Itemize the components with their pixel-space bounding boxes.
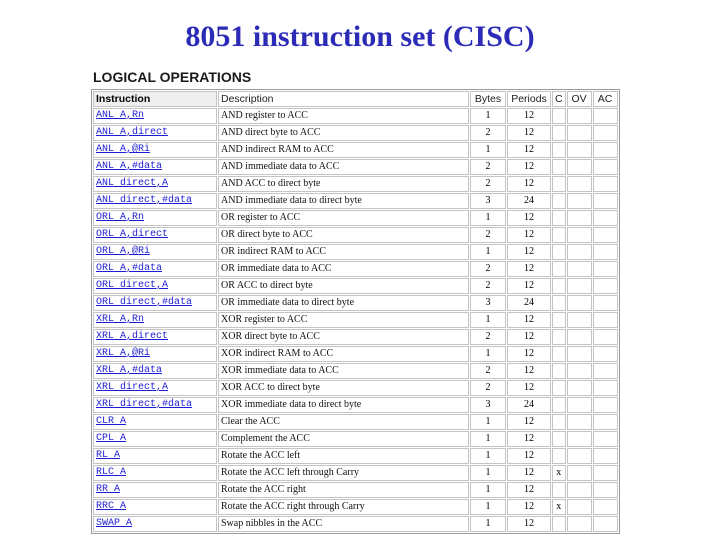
- instruction-link[interactable]: RR A: [93, 482, 217, 498]
- periods-cell: 12: [507, 244, 551, 260]
- description-cell: AND immediate data to direct byte: [218, 193, 469, 209]
- table-row: [93, 346, 618, 362]
- description-cell: XOR immediate data to ACC: [218, 363, 469, 379]
- overflow-flag-cell: [567, 363, 592, 379]
- description-cell: XOR immediate data to direct byte: [218, 397, 469, 413]
- overflow-flag-cell: [567, 227, 592, 243]
- carry-flag-cell: [552, 346, 566, 362]
- aux-carry-flag-cell: [593, 142, 618, 158]
- aux-carry-flag-cell: [593, 346, 618, 362]
- carry-flag-cell: [552, 227, 566, 243]
- carry-flag-cell: [552, 108, 566, 124]
- bytes-cell: 2: [470, 227, 506, 243]
- overflow-flag-cell: [567, 125, 592, 141]
- aux-carry-flag-cell: [593, 295, 618, 311]
- carry-flag-cell: [552, 431, 566, 447]
- overflow-flag-cell: [567, 431, 592, 447]
- periods-cell: 12: [507, 482, 551, 498]
- column-header-c: C: [552, 91, 566, 107]
- bytes-cell: 2: [470, 329, 506, 345]
- overflow-flag-cell: [567, 312, 592, 328]
- aux-carry-flag-cell: [593, 448, 618, 464]
- carry-flag-cell: [552, 295, 566, 311]
- periods-cell: 12: [507, 312, 551, 328]
- instruction-link[interactable]: RL A: [93, 448, 217, 464]
- bytes-cell: 1: [470, 465, 506, 481]
- table-row: [93, 465, 618, 481]
- bytes-cell: 1: [470, 482, 506, 498]
- overflow-flag-cell: [567, 516, 592, 532]
- carry-flag-cell: [552, 363, 566, 379]
- aux-carry-flag-cell: [593, 312, 618, 328]
- aux-carry-flag-cell: [593, 193, 618, 209]
- overflow-flag-cell: [567, 278, 592, 294]
- overflow-flag-cell: [567, 499, 592, 515]
- bytes-cell: 1: [470, 431, 506, 447]
- instruction-link[interactable]: XRL A,direct: [93, 329, 217, 345]
- instruction-link[interactable]: ORL direct,A: [93, 278, 217, 294]
- description-cell: OR immediate data to direct byte: [218, 295, 469, 311]
- description-cell: Rotate the ACC left through Carry: [218, 465, 469, 481]
- table-row: [93, 312, 618, 328]
- description-cell: Rotate the ACC left: [218, 448, 469, 464]
- overflow-flag-cell: [567, 414, 592, 430]
- carry-flag-cell: [552, 159, 566, 175]
- periods-cell: 12: [507, 431, 551, 447]
- column-header-instruction: Instruction: [93, 91, 217, 107]
- aux-carry-flag-cell: [593, 108, 618, 124]
- aux-carry-flag-cell: [593, 431, 618, 447]
- carry-flag-cell: [552, 244, 566, 260]
- instruction-link[interactable]: ANL direct,#data: [93, 193, 217, 209]
- table-row: [93, 125, 618, 141]
- bytes-cell: 3: [470, 295, 506, 311]
- description-cell: OR immediate data to ACC: [218, 261, 469, 277]
- periods-cell: 12: [507, 329, 551, 345]
- instruction-link[interactable]: ANL direct,A: [93, 176, 217, 192]
- instruction-link[interactable]: RRC A: [93, 499, 217, 515]
- bytes-cell: 1: [470, 210, 506, 226]
- overflow-flag-cell: [567, 465, 592, 481]
- table-row: [93, 516, 618, 532]
- instruction-link[interactable]: ORL A,direct: [93, 227, 217, 243]
- overflow-flag-cell: [567, 346, 592, 362]
- instruction-link[interactable]: ANL A,#data: [93, 159, 217, 175]
- bytes-cell: 1: [470, 142, 506, 158]
- aux-carry-flag-cell: [593, 159, 618, 175]
- overflow-flag-cell: [567, 108, 592, 124]
- periods-cell: 12: [507, 499, 551, 515]
- aux-carry-flag-cell: [593, 397, 618, 413]
- table-row: [93, 499, 618, 515]
- overflow-flag-cell: [567, 329, 592, 345]
- periods-cell: 24: [507, 295, 551, 311]
- carry-flag-cell: [552, 312, 566, 328]
- instruction-table: [91, 89, 620, 534]
- bytes-cell: 2: [470, 278, 506, 294]
- instruction-link[interactable]: RLC A: [93, 465, 217, 481]
- bytes-cell: 1: [470, 499, 506, 515]
- periods-cell: 24: [507, 397, 551, 413]
- instruction-link[interactable]: XRL A,@Ri: [93, 346, 217, 362]
- table-row: [93, 278, 618, 294]
- description-cell: OR direct byte to ACC: [218, 227, 469, 243]
- carry-flag-cell: [552, 142, 566, 158]
- table-row: [93, 159, 618, 175]
- column-header-ac: AC: [593, 91, 618, 107]
- instruction-link[interactable]: ANL A,Rn: [93, 108, 217, 124]
- table-row: [93, 363, 618, 379]
- periods-cell: 12: [507, 380, 551, 396]
- overflow-flag-cell: [567, 448, 592, 464]
- bytes-cell: 1: [470, 414, 506, 430]
- carry-flag-cell: [552, 329, 566, 345]
- description-cell: Clear the ACC: [218, 414, 469, 430]
- aux-carry-flag-cell: [593, 176, 618, 192]
- description-cell: XOR ACC to direct byte: [218, 380, 469, 396]
- carry-flag-cell: [552, 414, 566, 430]
- periods-cell: 12: [507, 142, 551, 158]
- periods-cell: 12: [507, 125, 551, 141]
- bytes-cell: 3: [470, 193, 506, 209]
- instruction-link[interactable]: ORL A,@Ri: [93, 244, 217, 260]
- carry-flag-cell: [552, 380, 566, 396]
- overflow-flag-cell: [567, 244, 592, 260]
- carry-flag-cell: [552, 193, 566, 209]
- overflow-flag-cell: [567, 210, 592, 226]
- periods-cell: 12: [507, 414, 551, 430]
- carry-flag-cell: [552, 278, 566, 294]
- periods-cell: 12: [507, 108, 551, 124]
- description-cell: AND register to ACC: [218, 108, 469, 124]
- overflow-flag-cell: [567, 261, 592, 277]
- periods-cell: 12: [507, 346, 551, 362]
- table-row: [93, 142, 618, 158]
- page-title: 8051 instruction set (CISC): [185, 20, 535, 53]
- periods-cell: 12: [507, 176, 551, 192]
- aux-carry-flag-cell: [593, 516, 618, 532]
- description-cell: Rotate the ACC right: [218, 482, 469, 498]
- aux-carry-flag-cell: [593, 380, 618, 396]
- carry-flag-cell: [552, 176, 566, 192]
- carry-flag-cell: [552, 125, 566, 141]
- column-header-periods: Periods: [507, 91, 551, 107]
- table-row: [93, 414, 618, 430]
- instruction-link[interactable]: XRL direct,A: [93, 380, 217, 396]
- periods-cell: 12: [507, 465, 551, 481]
- overflow-flag-cell: [567, 193, 592, 209]
- section-heading: LOGICAL OPERATIONS: [93, 69, 252, 85]
- table-header-row: [93, 91, 618, 107]
- description-cell: Swap nibbles in the ACC: [218, 516, 469, 532]
- bytes-cell: 1: [470, 516, 506, 532]
- bytes-cell: 1: [470, 346, 506, 362]
- description-cell: AND immediate data to ACC: [218, 159, 469, 175]
- bytes-cell: 3: [470, 397, 506, 413]
- periods-cell: 12: [507, 448, 551, 464]
- instruction-link[interactable]: ORL direct,#data: [93, 295, 217, 311]
- table-row: [93, 380, 618, 396]
- table-row: [93, 244, 618, 260]
- column-header-ov: OV: [567, 91, 592, 107]
- aux-carry-flag-cell: [593, 244, 618, 260]
- table-row: [93, 448, 618, 464]
- periods-cell: 12: [507, 261, 551, 277]
- instruction-link[interactable]: ANL A,@Ri: [93, 142, 217, 158]
- instruction-link[interactable]: XRL direct,#data: [93, 397, 217, 413]
- overflow-flag-cell: [567, 397, 592, 413]
- instruction-link[interactable]: XRL A,#data: [93, 363, 217, 379]
- carry-flag-cell: [552, 448, 566, 464]
- instruction-link[interactable]: CLR A: [93, 414, 217, 430]
- table-row: [93, 227, 618, 243]
- aux-carry-flag-cell: [593, 363, 618, 379]
- periods-cell: 12: [507, 159, 551, 175]
- aux-carry-flag-cell: [593, 261, 618, 277]
- table-row: [93, 295, 618, 311]
- overflow-flag-cell: [567, 159, 592, 175]
- instruction-link[interactable]: XRL A,Rn: [93, 312, 217, 328]
- table-row: [93, 329, 618, 345]
- bytes-cell: 2: [470, 261, 506, 277]
- bytes-cell: 2: [470, 159, 506, 175]
- instruction-link[interactable]: ANL A,direct: [93, 125, 217, 141]
- description-cell: Complement the ACC: [218, 431, 469, 447]
- bytes-cell: 2: [470, 380, 506, 396]
- carry-flag-cell: [552, 516, 566, 532]
- carry-flag-cell: [552, 210, 566, 226]
- periods-cell: 12: [507, 516, 551, 532]
- table-row: [93, 176, 618, 192]
- aux-carry-flag-cell: [593, 210, 618, 226]
- table-row: [93, 210, 618, 226]
- overflow-flag-cell: [567, 176, 592, 192]
- description-cell: Rotate the ACC right through Carry: [218, 499, 469, 515]
- carry-flag-cell: x: [552, 499, 566, 515]
- description-cell: XOR register to ACC: [218, 312, 469, 328]
- column-header-bytes: Bytes: [470, 91, 506, 107]
- periods-cell: 12: [507, 278, 551, 294]
- bytes-cell: 2: [470, 125, 506, 141]
- table-row: [93, 431, 618, 447]
- periods-cell: 12: [507, 210, 551, 226]
- table-row: [93, 482, 618, 498]
- carry-flag-cell: [552, 482, 566, 498]
- bytes-cell: 2: [470, 363, 506, 379]
- aux-carry-flag-cell: [593, 482, 618, 498]
- periods-cell: 12: [507, 227, 551, 243]
- table-row: [93, 193, 618, 209]
- overflow-flag-cell: [567, 380, 592, 396]
- description-cell: AND indirect RAM to ACC: [218, 142, 469, 158]
- column-header-description: Description: [218, 91, 469, 107]
- bytes-cell: 1: [470, 312, 506, 328]
- bytes-cell: 1: [470, 244, 506, 260]
- description-cell: OR indirect RAM to ACC: [218, 244, 469, 260]
- table-row: [93, 108, 618, 124]
- table-row: [93, 397, 618, 413]
- bytes-cell: 1: [470, 448, 506, 464]
- overflow-flag-cell: [567, 295, 592, 311]
- aux-carry-flag-cell: [593, 125, 618, 141]
- periods-cell: 24: [507, 193, 551, 209]
- description-cell: OR register to ACC: [218, 210, 469, 226]
- instruction-link[interactable]: CPL A: [93, 431, 217, 447]
- carry-flag-cell: [552, 261, 566, 277]
- table-row: [93, 261, 618, 277]
- aux-carry-flag-cell: [593, 465, 618, 481]
- bytes-cell: 2: [470, 176, 506, 192]
- bytes-cell: 1: [470, 108, 506, 124]
- description-cell: AND ACC to direct byte: [218, 176, 469, 192]
- overflow-flag-cell: [567, 142, 592, 158]
- instruction-link[interactable]: SWAP A: [93, 516, 217, 532]
- carry-flag-cell: x: [552, 465, 566, 481]
- aux-carry-flag-cell: [593, 414, 618, 430]
- carry-flag-cell: [552, 397, 566, 413]
- description-cell: XOR indirect RAM to ACC: [218, 346, 469, 362]
- description-cell: AND direct byte to ACC: [218, 125, 469, 141]
- description-cell: OR ACC to direct byte: [218, 278, 469, 294]
- periods-cell: 12: [507, 363, 551, 379]
- aux-carry-flag-cell: [593, 278, 618, 294]
- instruction-link[interactable]: ORL A,#data: [93, 261, 217, 277]
- aux-carry-flag-cell: [593, 329, 618, 345]
- instruction-link[interactable]: ORL A,Rn: [93, 210, 217, 226]
- description-cell: XOR direct byte to ACC: [218, 329, 469, 345]
- aux-carry-flag-cell: [593, 499, 618, 515]
- aux-carry-flag-cell: [593, 227, 618, 243]
- overflow-flag-cell: [567, 482, 592, 498]
